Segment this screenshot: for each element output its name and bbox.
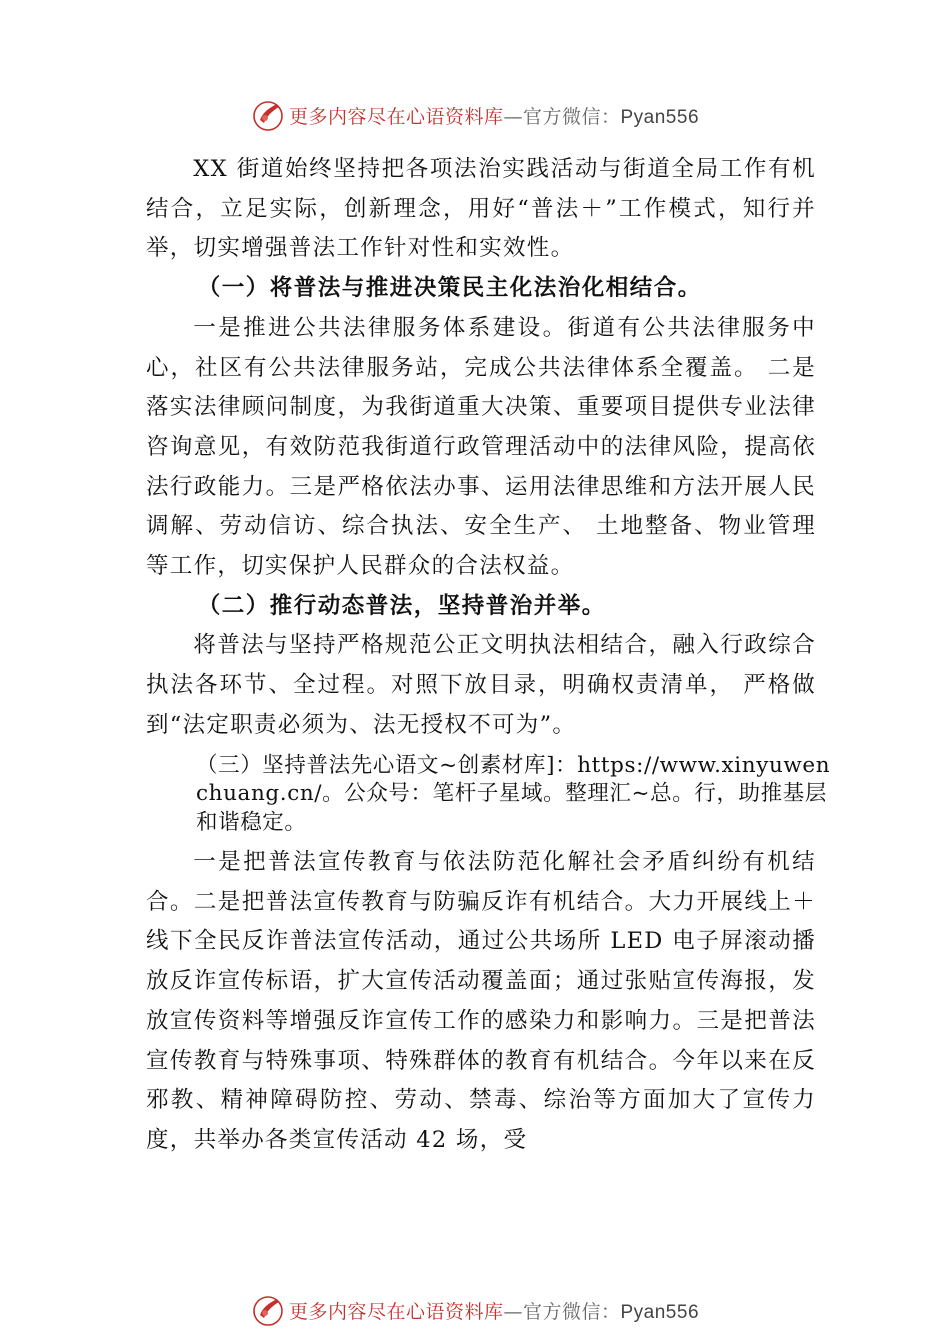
writing-hand-icon — [251, 1293, 285, 1327]
banner-wechat-label: —官方微信： — [503, 105, 621, 128]
paragraph-section-1: 一是推进公共法律服务体系建设。街道有公共法律服务中心，社区有公共法律服务站，完成公共法律体系全覆盖。 二是落实法律顾问制度，为我街道重大决策、重要项目提供专业法律咨询意见，有效防范我街道行政管理活动中的法律风险，提高依法行政能力。三是严格依法办事、运用法律思维和方法开展人民调解、劳动信访、综合执法、安全生产、 土地整备、物业管理等工作，切实保护人民群众的合法权益。 — [146, 314, 816, 580]
document-body — [146, 150, 831, 1161]
paragraph-intro: XX 街道始终坚持把各项法治实践活动与街道全局工作有机结合，立足实际，创新理念，用好“普法＋”工作模式，知行并举，切实增强普法工作针对性和实效性。 — [146, 156, 816, 262]
banner-wechat-id: Pyan556 — [620, 1301, 700, 1323]
banner-text — [289, 1297, 699, 1324]
paragraph-section-2: 将普法与坚持严格规范公正文明执法相结合，融入行政综合执法各环节、全过程。对照下放目录，明确权责清单， 严格做到“法定职责必须为、法无授权不可为”。 — [146, 632, 816, 738]
footer-banner — [0, 1290, 950, 1330]
banner-wechat-id: Pyan556 — [620, 106, 700, 128]
banner-wechat-label: —官方微信： — [503, 1300, 621, 1323]
writing-hand-icon — [251, 98, 285, 132]
heading-section-2: （二）推行动态普法，坚持普治并举。 — [197, 592, 606, 619]
paragraph-section-3: 一是把普法宣传教育与依法防范化解社会矛盾纠纷有机结合。二是把普法宣传教育与防骗反诈有机结合。大力开展线上＋线下全民反诈普法宣传活动，通过公共场所 LED 电子屏滚动播放反诈宣传标语，扩大宣传活动覆盖面；通过张贴宣传海报，发放宣传资料等增强反诈宣传工作的感染力和影响力。三是把普法宣传教育与特殊事项、特殊群体的教育有机结合。今年以来在反邪教、精神障碍防控、劳动、禁毒、综治等方面加大了宣传力度，共举办各类宣传活动 42 场，受 — [146, 849, 816, 1153]
banner-library-name: 更多内容尽在心语资料库 — [288, 1300, 504, 1323]
banner-text — [289, 102, 699, 129]
banner-library-name: 更多内容尽在心语资料库 — [288, 105, 504, 128]
heading-section-3: （三）坚持普法先心语文~创素材库]：https://www.xinyuwenchuang.cn/。公众号：笔杆子星域。整理汇~总。行，助推基层和谐稳定。 — [196, 752, 831, 835]
header-banner — [0, 95, 950, 135]
heading-section-1: （一）将普法与推进决策民主化法治化相结合。 — [197, 275, 702, 302]
